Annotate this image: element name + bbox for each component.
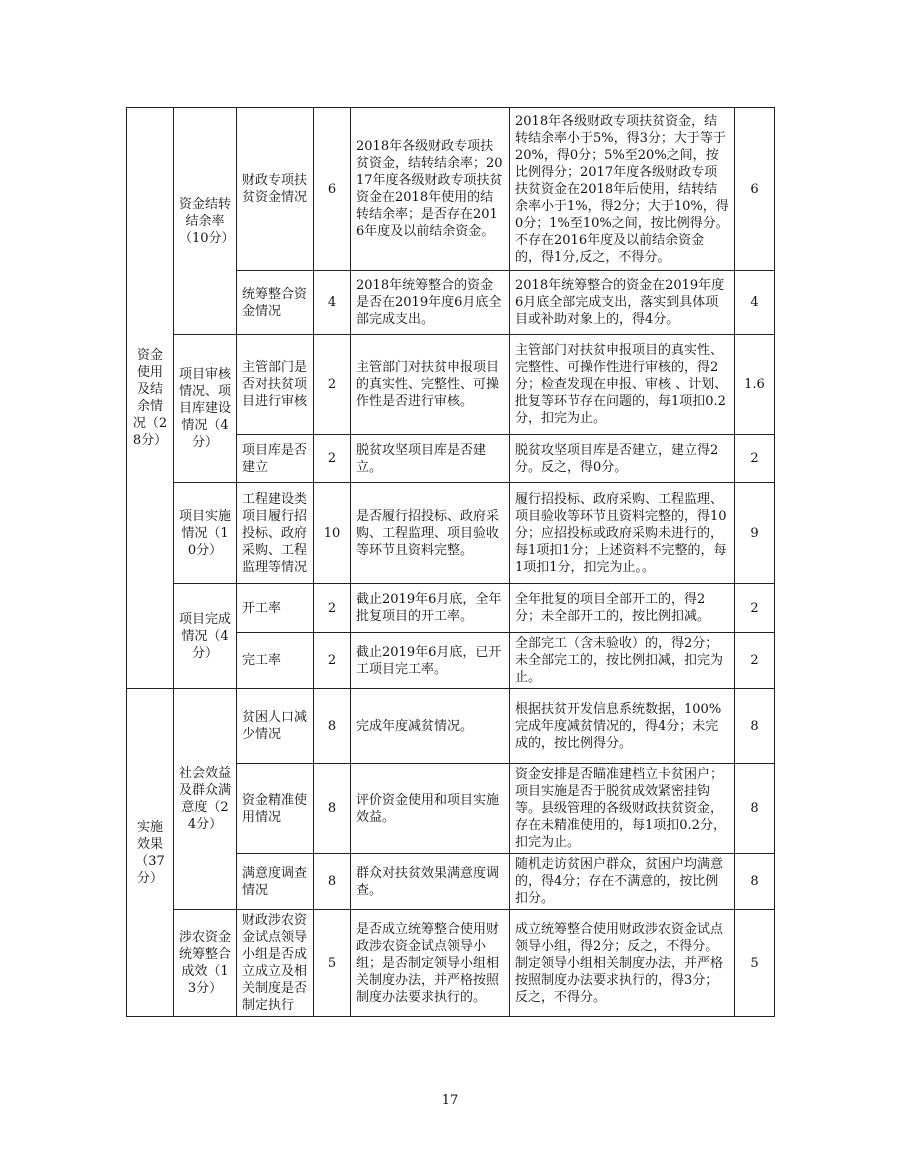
level2-indicator: 项目完成情况（4分）: [174, 584, 237, 689]
page-number: 17: [441, 1093, 459, 1108]
weight-cell: 4: [314, 271, 351, 335]
level2-indicator: 社会效益及群众满意度（24分）: [174, 689, 237, 910]
score-cell: 5: [735, 910, 775, 1017]
weight-cell: 2: [314, 584, 351, 633]
scoring-rule-cell: 全年批复的项目全部开工的，得2分；未全部开工的，按比例扣减。: [510, 584, 735, 633]
table-row: [127, 483, 775, 584]
content-cell: 截止2019年6月底，全年批复项目的开工率。: [351, 584, 510, 633]
level3-indicator: 统筹整合资金情况: [237, 271, 314, 335]
weight-cell: 8: [314, 764, 351, 854]
weight-cell: 6: [314, 108, 351, 271]
content-cell: 2018年统筹整合的资金是否在2019年度6月底全部完成支出。: [351, 271, 510, 335]
table-row: [127, 335, 775, 435]
weight-cell: 10: [314, 483, 351, 584]
table-body: [127, 108, 775, 1017]
level3-indicator: 贫困人口减少情况: [237, 689, 314, 764]
weight-cell: 8: [314, 689, 351, 764]
content-cell: 主管部门对扶贫申报项目的真实性、完整性、可操作性是否进行审核。: [351, 335, 510, 435]
scoring-rule-cell: 成立统筹整合使用财政涉农资金试点领导小组，得2分；反之，不得分。制定领导小组相关制度办法，并严格按照制度办法要求执行的，得3分；反之，不得分。: [510, 910, 735, 1017]
scoring-rule-cell: 根据扶贫开发信息系统数据，100%完成年度减贫情况的，得4分；未完成的，按比例得分。: [510, 689, 735, 764]
score-cell: 2: [735, 584, 775, 633]
level3-indicator: 开工率: [237, 584, 314, 633]
table-row: [127, 584, 775, 633]
scoring-rule-cell: 履行招投标、政府采购、工程监理、项目验收等环节且资料完整的，得10分；应招投标或政府采购未进行的，每1项扣1分；上述资料不完整的，每1项扣1分，扣完为止。。: [510, 483, 735, 584]
level3-indicator: 财政专项扶贫资金情况: [237, 108, 314, 271]
scoring-rule-cell: 2018年统筹整合的资金在2019年度6月底全部完成支出，落实到具体项目或补助对象上的，得4分。: [510, 271, 735, 335]
level2-indicator: 资金结转结余率（10分）: [174, 108, 237, 335]
weight-cell: 5: [314, 910, 351, 1017]
score-cell: 8: [735, 689, 775, 764]
level3-indicator: 项目库是否建立: [237, 435, 314, 483]
table-row: [127, 910, 775, 1017]
level3-indicator: 财政涉农资金试点领导小组是否成立成立及相关制度是否制定执行: [237, 910, 314, 1017]
scoring-rule-cell: 资金安排是否瞄准建档立卡贫困户；项目实施是否于脱贫成效紧密挂钩等。县级管理的各级财政扶贫资金，存在未精准使用的，每1项扣0.2分，扣完为止。: [510, 764, 735, 854]
score-cell: 9: [735, 483, 775, 584]
weight-cell: 2: [314, 633, 351, 689]
content-cell: 截止2019年6月底，已开工项目完工率。: [351, 633, 510, 689]
level2-indicator: 项目审核情况、项目库建设情况（4分）: [174, 335, 237, 483]
table-row: [127, 108, 775, 271]
content-cell: 是否成立统筹整合使用财政涉农资金试点领导小组；是否制定领导小组相关制度办法，并严格按照制度办法要求执行的。: [351, 910, 510, 1017]
score-cell: 6: [735, 108, 775, 271]
evaluation-table: [126, 107, 775, 1017]
weight-cell: 2: [314, 435, 351, 483]
weight-cell: 8: [314, 854, 351, 910]
content-cell: 群众对扶贫效果满意度调查。: [351, 854, 510, 910]
level3-indicator: 工程建设类项目履行招投标、政府采购、工程监理等情况: [237, 483, 314, 584]
content-cell: 完成年度减贫情况。: [351, 689, 510, 764]
score-cell: 4: [735, 271, 775, 335]
level1-indicator: 实施效果（37分）: [127, 689, 174, 1017]
level3-indicator: 资金精准使用情况: [237, 764, 314, 854]
table-row: [127, 689, 775, 764]
level3-indicator: 完工率: [237, 633, 314, 689]
scoring-rule-cell: 主管部门对扶贫申报项目的真实性、完整性、可操作性进行审核的，得2分；检查发现在申报、审核 、计划、批复等环节存在问题的，每1项扣0.2分，扣完为止。: [510, 335, 735, 435]
level1-indicator: 资金使用及结余情况（28分）: [127, 108, 174, 689]
score-cell: 8: [735, 854, 775, 910]
content-cell: 2018年各级财政专项扶贫资金，结转结余率；2017年度各级财政专项扶贫资金在2018年使用的结转结余率；是否存在2016年度及以前结余资金。: [351, 108, 510, 271]
scoring-rule-cell: 全部完工（含未验收）的，得2分；未全部完工的，按比例扣减，扣完为止。: [510, 633, 735, 689]
weight-cell: 2: [314, 335, 351, 435]
content-cell: 脱贫攻坚项目库是否建立。: [351, 435, 510, 483]
level2-indicator: 项目实施情况（10分）: [174, 483, 237, 584]
level3-indicator: 主管部门是否对扶贫项目进行审核: [237, 335, 314, 435]
score-cell: 8: [735, 764, 775, 854]
scoring-rule-cell: 脱贫攻坚项目库是否建立，建立得2分。反之，得0分。: [510, 435, 735, 483]
level2-indicator: 涉农资金统筹整合成效（13分）: [174, 910, 237, 1017]
score-cell: 2: [735, 633, 775, 689]
scoring-rule-cell: 2018年各级财政专项扶贫资金，结转结余率小于5%，得3分；大于等于20%，得0分；5%至20%之间，按比例得分；2017年度各级财政专项扶贫资金在2018年后使用，结转结余率小于1%，得2分；大于10%，得0分；1%至10%之间，按比例得分。不存在2016年度及以前结余资金的，得1分,反之，不得分。: [510, 108, 735, 271]
content-cell: 是否履行招投标、政府采购、工程监理、项目验收等环节且资料完整。: [351, 483, 510, 584]
score-cell: 1.6: [735, 335, 775, 435]
content-cell: 评价资金使用和项目实施效益。: [351, 764, 510, 854]
score-cell: 2: [735, 435, 775, 483]
level3-indicator: 满意度调查情况: [237, 854, 314, 910]
scoring-rule-cell: 随机走访贫困户群众，贫困户均满意的，得4分；存在不满意的，按比例扣分。: [510, 854, 735, 910]
